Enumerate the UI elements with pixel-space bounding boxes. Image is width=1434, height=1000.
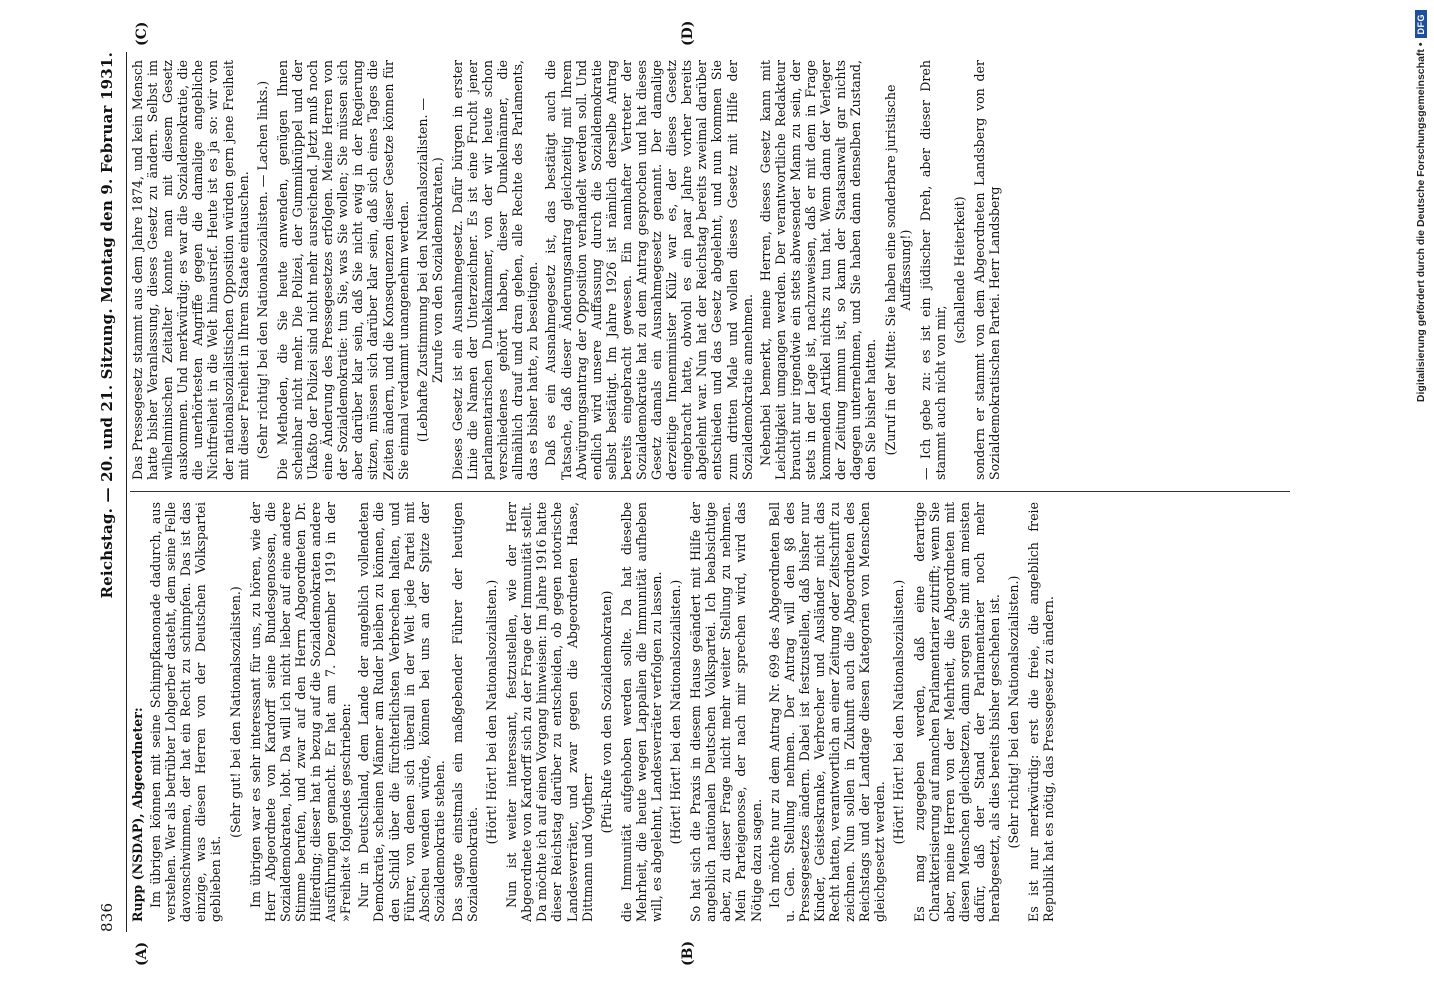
paragraph: Nun ist weiter interessant, festzustellen, wie der Herr Abgeordnete von Kardorff sich zu der Frage der Immunität stellt. Da möchte ich auf einen Vorgang hinweisen: Im Jahre 1916 hatte dieser Reichstag darüber zu entscheiden, ob gegen notorische Landesverräter, und zwar gegen die Abgeordneten Haase, Dittmann und Vogtherr [504, 502, 595, 922]
interjection: (Hört! Hört! bei den Nationalsozialisten.) [668, 579, 684, 845]
left-column [130, 502, 1290, 922]
attribution-text: Digitalisierung gefördert durch die Deutsche Forschungsgemeinschaft • [1415, 42, 1427, 403]
paragraph: Nebenbei bemerkt, meine Herren, dieses Gesetz kann mit Leichtigkeit umgangen werden. Der verantwortliche Redakteur braucht nur irgendwie ein stets abwesender Mann zu sein, der stets in der Lage ist, nachzuweisen, daß er mit dem in Frage kommenden Artikel nichts zu tun hat. Wenn dann der Verleger der Zeitung immun ist, so kann der Staatsanwalt gar nichts dagegen unternehmen, und Sie haben dann denselben Zustand, den Sie bisher hatten. [757, 60, 879, 480]
interjection: (Sehr richtig! bei den Nationalsozialisten.) [1006, 575, 1022, 849]
paragraph: Dieses Gesetz ist ein Ausnahmegesetz. Dafür bürgen in erster Linie die Namen der Unterzeichner. Es ist eine Frucht jener parlamentarischen Dunkelkammer, von der wir heute schon verschiedenes gehört haben, dieser Dunkelmänner, die allmählich drauf und dran gehen, alle Rechte des Parlaments, das es bisher hatte, zu beseitigen. [449, 60, 541, 480]
interjection: (Hört! Hört! bei den Nationalsozialisten.) [891, 579, 907, 845]
paragraph: — Ich gebe zu: es ist ein jüdischer Dreh, aber dieser Dreh stammt auch nicht von mir, [917, 60, 948, 480]
running-header [90, 52, 124, 932]
paragraph: Es mag zugegeben werden, daß eine derartige Charakterisierung auf manchen Parlamentarier zutrifft; wenn Sie aber, meine Herren von der Mehrheit, die Abgeordneten mit diesen Menschen gleichsetzen, dann sorgen Sie mit am meisten dafür, daß der Stand der Parlamentarier noch mehr herabgesetzt, als dies bereits bisher geschehen ist. [911, 502, 1002, 922]
paragraph: die Immunität aufgehoben werden sollte. Da hat dieselbe Mehrheit, die heute wegen Lappalien die Immunität aufheben will, es abgelehnt, Landesverräter verfolgen zu lassen. [618, 502, 664, 922]
paragraph: sondern er stammt von dem Abgeordneten Landsberg von der Sozialdemokratischen Partei. Herr Landsberg [971, 60, 1003, 480]
margin-marker-d: (D) [680, 20, 696, 46]
printed-page [90, 20, 1300, 966]
quote-paragraph: Nur in Deutschland, dem Lande der angeblich vollendeten Demokratie, scheinen Männer am Ruder bleiben zu können, die den Schild über die fürchterlichsten Verbrechen halten, und Führer, von denen sich überall in der Welt jede Partei mit Abscheu wenden würde, können bei uns an der Spitze der Sozialdemokratie stehen. [356, 502, 447, 922]
header-rule [126, 52, 127, 932]
margin-marker-b: (B) [680, 940, 696, 966]
right-column [130, 60, 1290, 480]
interjection: (Sehr richtig! bei den Nationalsozialisten. — Lachen links.) [254, 80, 270, 460]
paragraph: Das Pressegesetz stammt aus dem Jahre 1874, und kein Mensch hatte bisher Veranlassung, dieses Gesetz zu ändern. Selbst im wilhelminischen Zeitalter konnte man mit diesem Gesetz auskommen. Und merkwürdig: es war die Sozialdemokratie, die die unerhörtesten Angriffe gegen die damalige angebliche Nichtfreiheit in die Welt hinausrief. Heute ist es ja so: wir von der nationalsozialistischen Opposition würden gern jene Freiheit mit dieser Freiheit in Ihrem Staate eintauschen. [130, 60, 251, 480]
digitization-attribution [1412, 10, 1430, 985]
interjection: (Lebhafte Zustimmung bei den Nationalsozialisten. — Zurufe von den Sozialdemokraten.) [414, 97, 445, 443]
paragraph: So hat sich die Praxis in diesem Hause geändert mit Hilfe der angeblich nationalen Deutschen Volkspartei. Ich beabsichtige aber, zu dieser Frage nicht mehr weiter Stellung zu nehmen. Mein Parteigenosse, der nach mir sprechen wird, wird das Nötige dazu sagen. [688, 502, 764, 922]
paragraph: Daß es ein Ausnahmegesetz ist, das bestätigt auch die Tatsache, daß dieser Änderungsantrag gleichzeitig mit Ihrem Abwürgungsantrag der Opposition verhandelt werden soll. Und endlich wird unsere Auffassung durch die Sozialdemokratie selbst bestätigt. Im Jahre 1926 ist nämlich derselbe Antrag bereits eingebracht gewesen. Ein namhafter Vertreter der Sozialdemokratie hat zu dem Antrag gesprochen und hat dieses Gesetz damals ein Ausnahmegesetz genannt. Der damalige derzeitige Innenminister Külz war es, der dieses Gesetz eingebracht hatte, obwohl es ein paar Jahre vorher bereits abgelehnt war. Nun hat der Reichstag bereits zweimal darüber entschieden und das Gesetz abgelehnt, und nun kommen Sie zum dritten Male und wollen dieses Gesetz mit Hilfe der Sozialdemokratie annehmen. [543, 60, 755, 480]
interjection: (schallende Heiterkeit) [951, 196, 967, 344]
paragraph: Die Methoden, die Sie heute anwenden, genügen Ihnen scheinbar nicht mehr. Die Polizei, der Gummiknüppel und der Ukaßto der Polizei sind nicht mehr ausreichend. Jetzt muß noch eine Änderung des Pressegesetzes erfolgen. Meine Herren von der Sozialdemokratie: tun Sie, was Sie wollen; Sie müssen sich aber darüber klar sein, daß Sie nicht ewig in der Regierung sitzen, müssen sich darüber klar sein, daß sich eines Tages die Zeiten ändern, und die Konsequenzen dieser Gesetze können für Sie einmal verdammt unangenehm werden. [274, 60, 411, 480]
column-divider [130, 491, 1290, 492]
interjection: (Sehr gut! bei den Nationalsozialisten.) [227, 586, 243, 838]
interjection: (Pfui-Rufe von den Sozialdemokraten) [598, 590, 614, 834]
paragraph: Im übrigen können mit seine Schimpfkanonade dadurch, aus verstehen. Wer als betrübter Lohgerber dasteht, dem seine Felle davonschwimmen, der hat ein Recht zu schimpfen. Das ist das einzige, was diesen Herren von der Deutschen Volkspartei geblieben ist. [148, 502, 224, 922]
interjection: (Hört! Hört! bei den Nationalsozialisten.) [484, 579, 500, 845]
paragraph: Im übrigen war es sehr interessant für uns, zu hören, wie der Herr Abgeordnete von Kardorff seine Bundesgenossen, die Sozialdemokraten, lobt. Da will ich nicht lieber auf eine andere Stimme berufen, und zwar auf den Herrn Abgeordneten Dr. Hilferding; dieser hat in bezug auf die Sozialdemokraten andere Ausführungen gemacht. Er hat am 7. Dezember 1919 in der »Freiheit« folgendes geschrieben: [247, 502, 354, 922]
margin-marker-c: (C) [134, 21, 150, 46]
dfg-logo: DFG [1415, 10, 1427, 39]
paragraph: Es ist nur merkwürdig: erst die freie, die angeblich freie Republik hat es nötig, das Pressegesetz zu ändern. [1026, 502, 1057, 922]
speaker-line: Rupp (NSDAP), Abgeordneter: [130, 707, 145, 922]
interjection: (Zuruf in der Mitte: Sie haben eine sonderbare juristische Auffassung!) [882, 84, 913, 456]
page-number: 836 [98, 902, 116, 932]
margin-marker-a: (A) [134, 941, 150, 966]
header-title: Reichstag. — 20. und 21. Sitzung. Montag den 9. Februar 1931. [98, 52, 116, 599]
paragraph: Das sagte einstmals ein maßgebender Führer der heutigen Sozialdemokratie. [449, 502, 480, 922]
paragraph: Ich möchte nur zu dem Antrag Nr. 699 des Abgeordneten Bell u. Gen. Stellung nehmen. Der Antrag will den §8 des Pressegesetzes ändern. Dabei ist festzustellen, daß bisher nur Kinder, Geisteskranke, Verbrecher und Ausländer nicht das Recht hatten, verantwortlich an einer Zeitung oder Zeitschrift zu zeichnen. Nun sollen in Zukunft auch die Abgeordneten des Reichstags und der Landtage diesen Kategorien von Menschen gleichgesetzt werden. [766, 502, 888, 922]
